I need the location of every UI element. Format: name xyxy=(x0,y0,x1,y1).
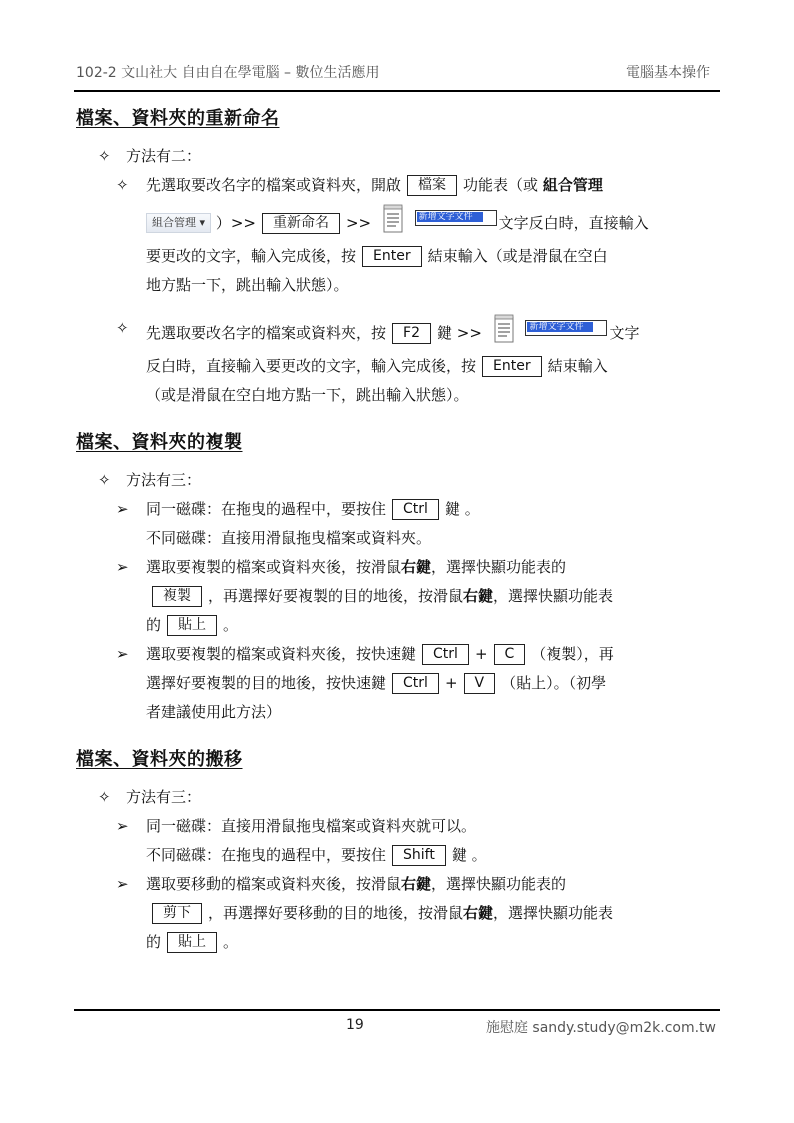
header-chapter-title: 電腦基本操作 xyxy=(626,65,710,81)
footer-rule xyxy=(74,1009,720,1011)
key-paste: 貼上 xyxy=(167,932,217,953)
move-method-line xyxy=(98,783,720,812)
text: 先選取要改名字的檔案或資料夾，開啟 xyxy=(146,176,402,194)
text-bold: 右鍵 xyxy=(401,558,432,576)
text: ，再選擇好要移動的目的地後，按滑鼠 xyxy=(208,904,464,922)
rename-textbox xyxy=(525,320,607,336)
text: 要更改的文字，輸入完成後，按 xyxy=(146,247,357,265)
section-title-copy: 檔案、資料夾的複製 xyxy=(76,432,243,453)
diamond-bullet-icon: ✧ xyxy=(98,788,111,806)
page-header xyxy=(76,62,718,84)
copy-item-3 xyxy=(116,640,720,727)
rename-method-text: 方法有二： xyxy=(126,147,202,165)
selected-filename: 新增文字文件 xyxy=(527,322,593,332)
copy-item-2 xyxy=(116,553,720,640)
copy-method-line xyxy=(98,466,720,495)
rename-item-1 xyxy=(116,171,720,300)
text: 文字反白時，直接輸入 xyxy=(498,214,649,232)
text: 地方點一下，跳出輸入狀態）。 xyxy=(146,276,349,294)
text: ，選擇快顯功能表的 xyxy=(431,558,567,576)
text: ）>> xyxy=(215,214,256,232)
document-body xyxy=(76,104,720,957)
arrow-bullet-icon: ➢ xyxy=(116,645,129,663)
text: 功能表（或 xyxy=(463,176,539,194)
key-copy: 複製 xyxy=(152,586,202,607)
move-item-1 xyxy=(116,812,720,870)
text-bold: 右鍵 xyxy=(463,587,494,605)
key-ctrl: Ctrl xyxy=(422,644,469,665)
text: 選取要複製的檔案或資料夾後，按快速鍵 xyxy=(146,645,417,663)
text: 反白時，直接輸入要更改的文字，輸入完成後，按 xyxy=(146,357,477,375)
text: ，選擇快顯功能表 xyxy=(493,904,614,922)
key-ctrl: Ctrl xyxy=(392,499,439,520)
text: ，再選擇好要複製的目的地後，按滑鼠 xyxy=(208,587,464,605)
text: 鍵 。 xyxy=(451,846,487,864)
text: 選擇好要複製的目的地後，按快速鍵 xyxy=(146,674,387,692)
organize-button: 組合管理 ▾ xyxy=(146,213,211,233)
text-file-icon xyxy=(382,204,404,234)
arrow-bullet-icon: ➢ xyxy=(116,558,129,576)
key-cut: 剪下 xyxy=(152,903,202,924)
text: 的 xyxy=(146,933,162,951)
key-file-menu: 檔案 xyxy=(407,175,457,196)
key-shift: Shift xyxy=(392,845,446,866)
rename-textbox xyxy=(415,210,497,226)
key-rename: 重新命名 xyxy=(262,213,340,234)
text: （複製），再 xyxy=(531,645,614,663)
text: 先選取要改名字的檔案或資料夾，按 xyxy=(146,324,387,342)
key-f2: F2 xyxy=(392,323,431,344)
text: 結束輸入（或是滑鼠在空白 xyxy=(427,247,608,265)
author-contact: 施慰庭 sandy.study@m2k.com.tw xyxy=(485,1020,716,1036)
key-ctrl: Ctrl xyxy=(392,673,439,694)
diamond-bullet-icon: ✧ xyxy=(98,471,111,489)
text: 的 xyxy=(146,616,162,634)
arrow-bullet-icon: ➢ xyxy=(116,500,129,518)
section-title-rename: 檔案、資料夾的重新命名 xyxy=(76,108,280,129)
header-course-title: 102-2 文山社大 自由自在學電腦 – 數位生活應用 xyxy=(76,65,380,81)
text-bold: 右鍵 xyxy=(401,875,432,893)
text: 同一磁碟：直接用滑鼠拖曳檔案或資料夾就可以。 xyxy=(146,817,477,835)
text: 鍵 。 xyxy=(444,500,480,518)
text: （或是滑鼠在空白地方點一下，跳出輸入狀態）。 xyxy=(146,386,469,404)
text: 。 xyxy=(223,933,239,951)
move-item-2 xyxy=(116,870,720,957)
rename-method-line xyxy=(98,142,720,171)
text: 。 xyxy=(223,616,239,634)
rename-item-2 xyxy=(116,314,720,410)
key-enter: Enter xyxy=(482,356,542,377)
diamond-bullet-icon: ✧ xyxy=(116,319,129,337)
copy-method-text: 方法有三： xyxy=(126,471,202,489)
text: ，選擇快顯功能表的 xyxy=(431,875,567,893)
arrow-bullet-icon: ➢ xyxy=(116,817,129,835)
diamond-bullet-icon: ✧ xyxy=(116,176,129,194)
arrow-bullet-icon: ➢ xyxy=(116,875,129,893)
key-v: V xyxy=(464,673,496,694)
text-bold: 右鍵 xyxy=(463,904,494,922)
plus-sign: + xyxy=(474,645,488,663)
text: 鍵 >> xyxy=(436,324,482,342)
section-title-move: 檔案、資料夾的搬移 xyxy=(76,749,243,770)
text: 選取要複製的檔案或資料夾後，按滑鼠 xyxy=(146,558,402,576)
move-method-text: 方法有三： xyxy=(126,788,202,806)
key-enter: Enter xyxy=(362,246,422,267)
page-number: 19 xyxy=(346,1017,364,1033)
text: 結束輸入 xyxy=(547,357,608,375)
plus-sign: + xyxy=(444,674,458,692)
text-bold: 組合管理 xyxy=(542,176,603,194)
text: 者建議使用此方法） xyxy=(146,703,282,721)
key-c: C xyxy=(494,644,526,665)
copy-item-1 xyxy=(116,495,720,553)
text: 選取要移動的檔案或資料夾後，按滑鼠 xyxy=(146,875,402,893)
text: ，選擇快顯功能表 xyxy=(493,587,614,605)
text: 同一磁碟：在拖曳的過程中，要按住 xyxy=(146,500,387,518)
text: >> xyxy=(345,214,372,232)
text: 不同磁碟：在拖曳的過程中，要按住 xyxy=(146,846,387,864)
text-file-icon xyxy=(493,314,515,344)
selected-filename: 新增文字文件 xyxy=(417,212,483,222)
text: （貼上）。（初學 xyxy=(501,674,607,692)
diamond-bullet-icon: ✧ xyxy=(98,147,111,165)
text: 不同磁碟：直接用滑鼠拖曳檔案或資料夾。 xyxy=(146,529,432,547)
header-rule xyxy=(74,90,720,92)
text: 文字 xyxy=(609,324,640,342)
page-footer xyxy=(76,1017,718,1039)
key-paste: 貼上 xyxy=(167,615,217,636)
